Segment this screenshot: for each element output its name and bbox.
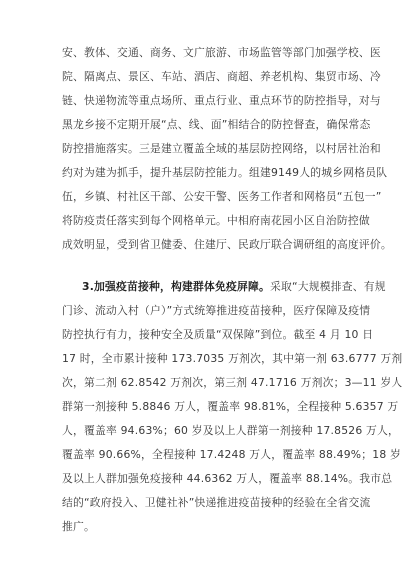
paragraph-2-line-4: 17 时，全市累计接种 173.7035 万剂次，其中第一剂 63.6777 万剂	[62, 352, 402, 365]
paragraph-1-line-4: 黑龙乡接不定期开展“点、线、面”相结合的防控督查，确保常态	[62, 118, 371, 131]
paragraph-2-heading: 3.加强疫苗接种，构建群体免疫屏障。	[82, 280, 270, 293]
paragraph-2-line-3: 防控执行有力，接种安全及质量“双保障”到位。截至 4 月 10 日	[62, 328, 374, 341]
paragraph-1-line-3: 链、快递物流等重点场所、重点行业、重点环节的防控指导，对与	[62, 94, 381, 107]
paragraph-2-line-6: 群第一剂接种 5.8846 万人，覆盖率 98.81%，全程接种 5.6357 万	[62, 400, 399, 413]
paragraph-2-line-11: 推广。	[62, 520, 95, 533]
paragraph-1-line-9: 成效明显，受到省卫健委、住建厅、民政厅联合调研组的高度评价。	[62, 238, 392, 251]
paragraph-2-first-line-rest: 采取“大规模排查、有规	[269, 280, 386, 293]
paragraph-1-line-7: 伍，乡镇、村社区干部、公安干警、医务工作者和网格员“五包一”	[62, 190, 382, 203]
paragraph-1-line-1: 安、教体、交通、商务、文广旅游、市场监管等部门加强学校、医	[62, 46, 381, 59]
paragraph-2-line-9: 及以上人群加强免疫接种 44.6362 万人，覆盖率 88.14%。我市总	[62, 472, 393, 485]
paragraph-1-line-5: 防控措施落实。三是建立覆盖全域的基层防控网络，以村居社治和	[62, 142, 381, 155]
paragraph-2-first-line	[82, 280, 386, 294]
paragraph-2-line-2: 门诊、流动入村（户）”方式统筹推进疫苗接种，医疗保障及疫情	[62, 304, 371, 317]
paragraph-1-line-8: 将防疫责任落实到每个网格单元。中相府南花园小区自治防控做	[62, 214, 370, 227]
paragraph-2-line-7: 人，覆盖率 94.63%；60 岁及以上人群第一剂接种 17.8526 万人，	[62, 424, 400, 437]
paragraph-2-line-10: 结的“政府投入、卫健社补”快递推进疫苗接种的经验在全省交流	[62, 496, 371, 509]
paragraph-1-line-6: 约对为建为抓手，提升基层防控能力。组建9149人的城乡网格员队	[62, 166, 388, 179]
paragraph-1-line-2: 院、隔离点、景区、车站、酒店、商超、养老机构、集贸市场、冷	[62, 70, 381, 83]
paragraph-2-line-5: 次，第二剂 62.8542 万剂次，第三剂 47.1716 万剂次；3—11 岁人	[62, 376, 402, 389]
paragraph-2-line-8: 覆盖率 90.66%，全程接种 17.4248 万人，覆盖率 88.49%；18 岁	[62, 448, 402, 461]
